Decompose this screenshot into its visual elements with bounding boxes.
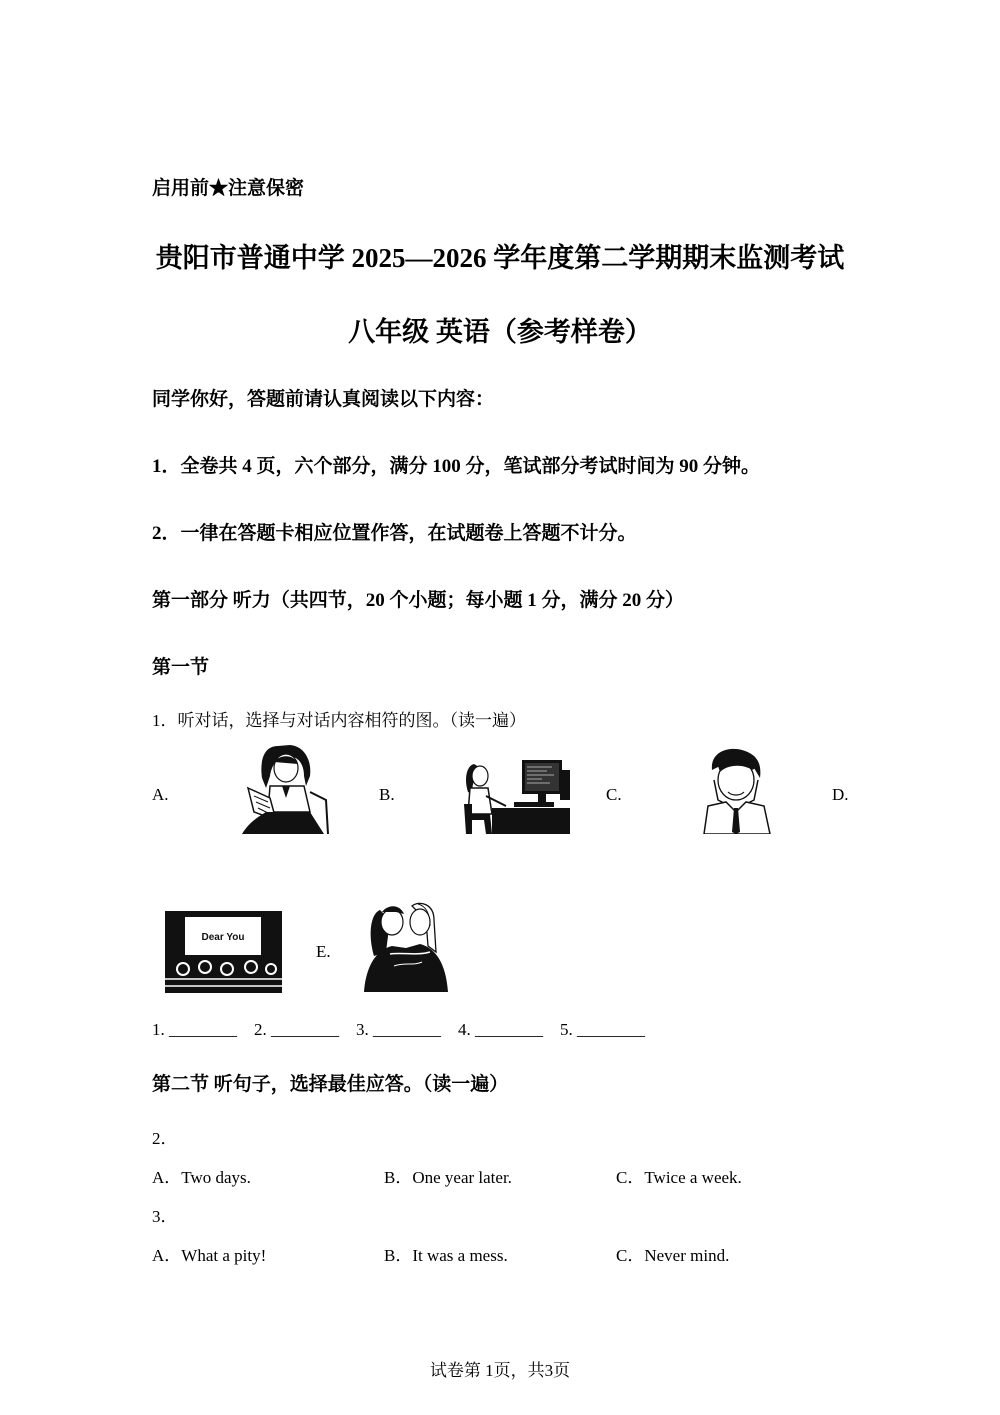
- option-label-d: D.: [832, 785, 849, 804]
- section1-heading: 第一节: [152, 657, 210, 678]
- cinema-screen-illustration: [165, 911, 282, 993]
- option-label-b: B.: [379, 785, 395, 804]
- q3-option-a: A．What a pity!: [152, 1246, 267, 1265]
- q2-option-c: C．Twice a week.: [616, 1168, 742, 1187]
- q3-option-c: C．Never mind.: [616, 1246, 730, 1265]
- confidential-notice: 启用前★注意保密: [152, 178, 305, 199]
- exam-subtitle: 八年级 英语（参考样卷）: [348, 317, 652, 347]
- q2-option-a: A．Two days.: [152, 1168, 251, 1187]
- question-2-number: 2．: [152, 1129, 178, 1148]
- question-1: 1．听对话，选择与对话内容相符的图。（读一遍）: [152, 711, 526, 730]
- boy-holding-face-illustration: [698, 748, 776, 834]
- girl-reading-book-illustration: [240, 742, 336, 834]
- part1-heading: 第一部分 听力（共四节，20 个小题；每小题 1 分，满分 20 分）: [152, 590, 685, 611]
- instruction-item-2: 2．一律在答题卡相应位置作答，在试题卷上答题不计分。: [152, 523, 637, 544]
- question-3-number: 3．: [152, 1207, 178, 1226]
- option-label-c: C.: [606, 785, 622, 804]
- exam-title: 贵阳市普通中学 2025—2026 学年度第二学期期末监测考试: [155, 243, 845, 273]
- option-label-a: A.: [152, 785, 169, 804]
- q2-option-b: B．One year later.: [384, 1168, 512, 1187]
- instruction-item-1: 1．全卷共 4 页，六个部分，满分 100 分，笔试部分考试时间为 90 分钟。: [152, 456, 761, 477]
- option-label-e: E.: [316, 942, 331, 961]
- woman-at-computer-illustration: [462, 758, 570, 834]
- page-footer: 试卷第 1页，共3页: [429, 1361, 571, 1380]
- q3-option-b: B．It was a mess.: [384, 1246, 508, 1265]
- two-friends-hugging-illustration: [360, 896, 452, 992]
- cinema-screen-text: Dear You: [201, 932, 245, 943]
- instructions-greeting: 同学你好，答题前请认真阅读以下内容：: [152, 389, 495, 410]
- answer-blanks: 1. ________ 2. ________ 3. ________ 4. ________ 5. ________: [152, 1020, 645, 1039]
- section2-heading: 第二节 听句子，选择最佳应答。（读一遍）: [152, 1074, 509, 1095]
